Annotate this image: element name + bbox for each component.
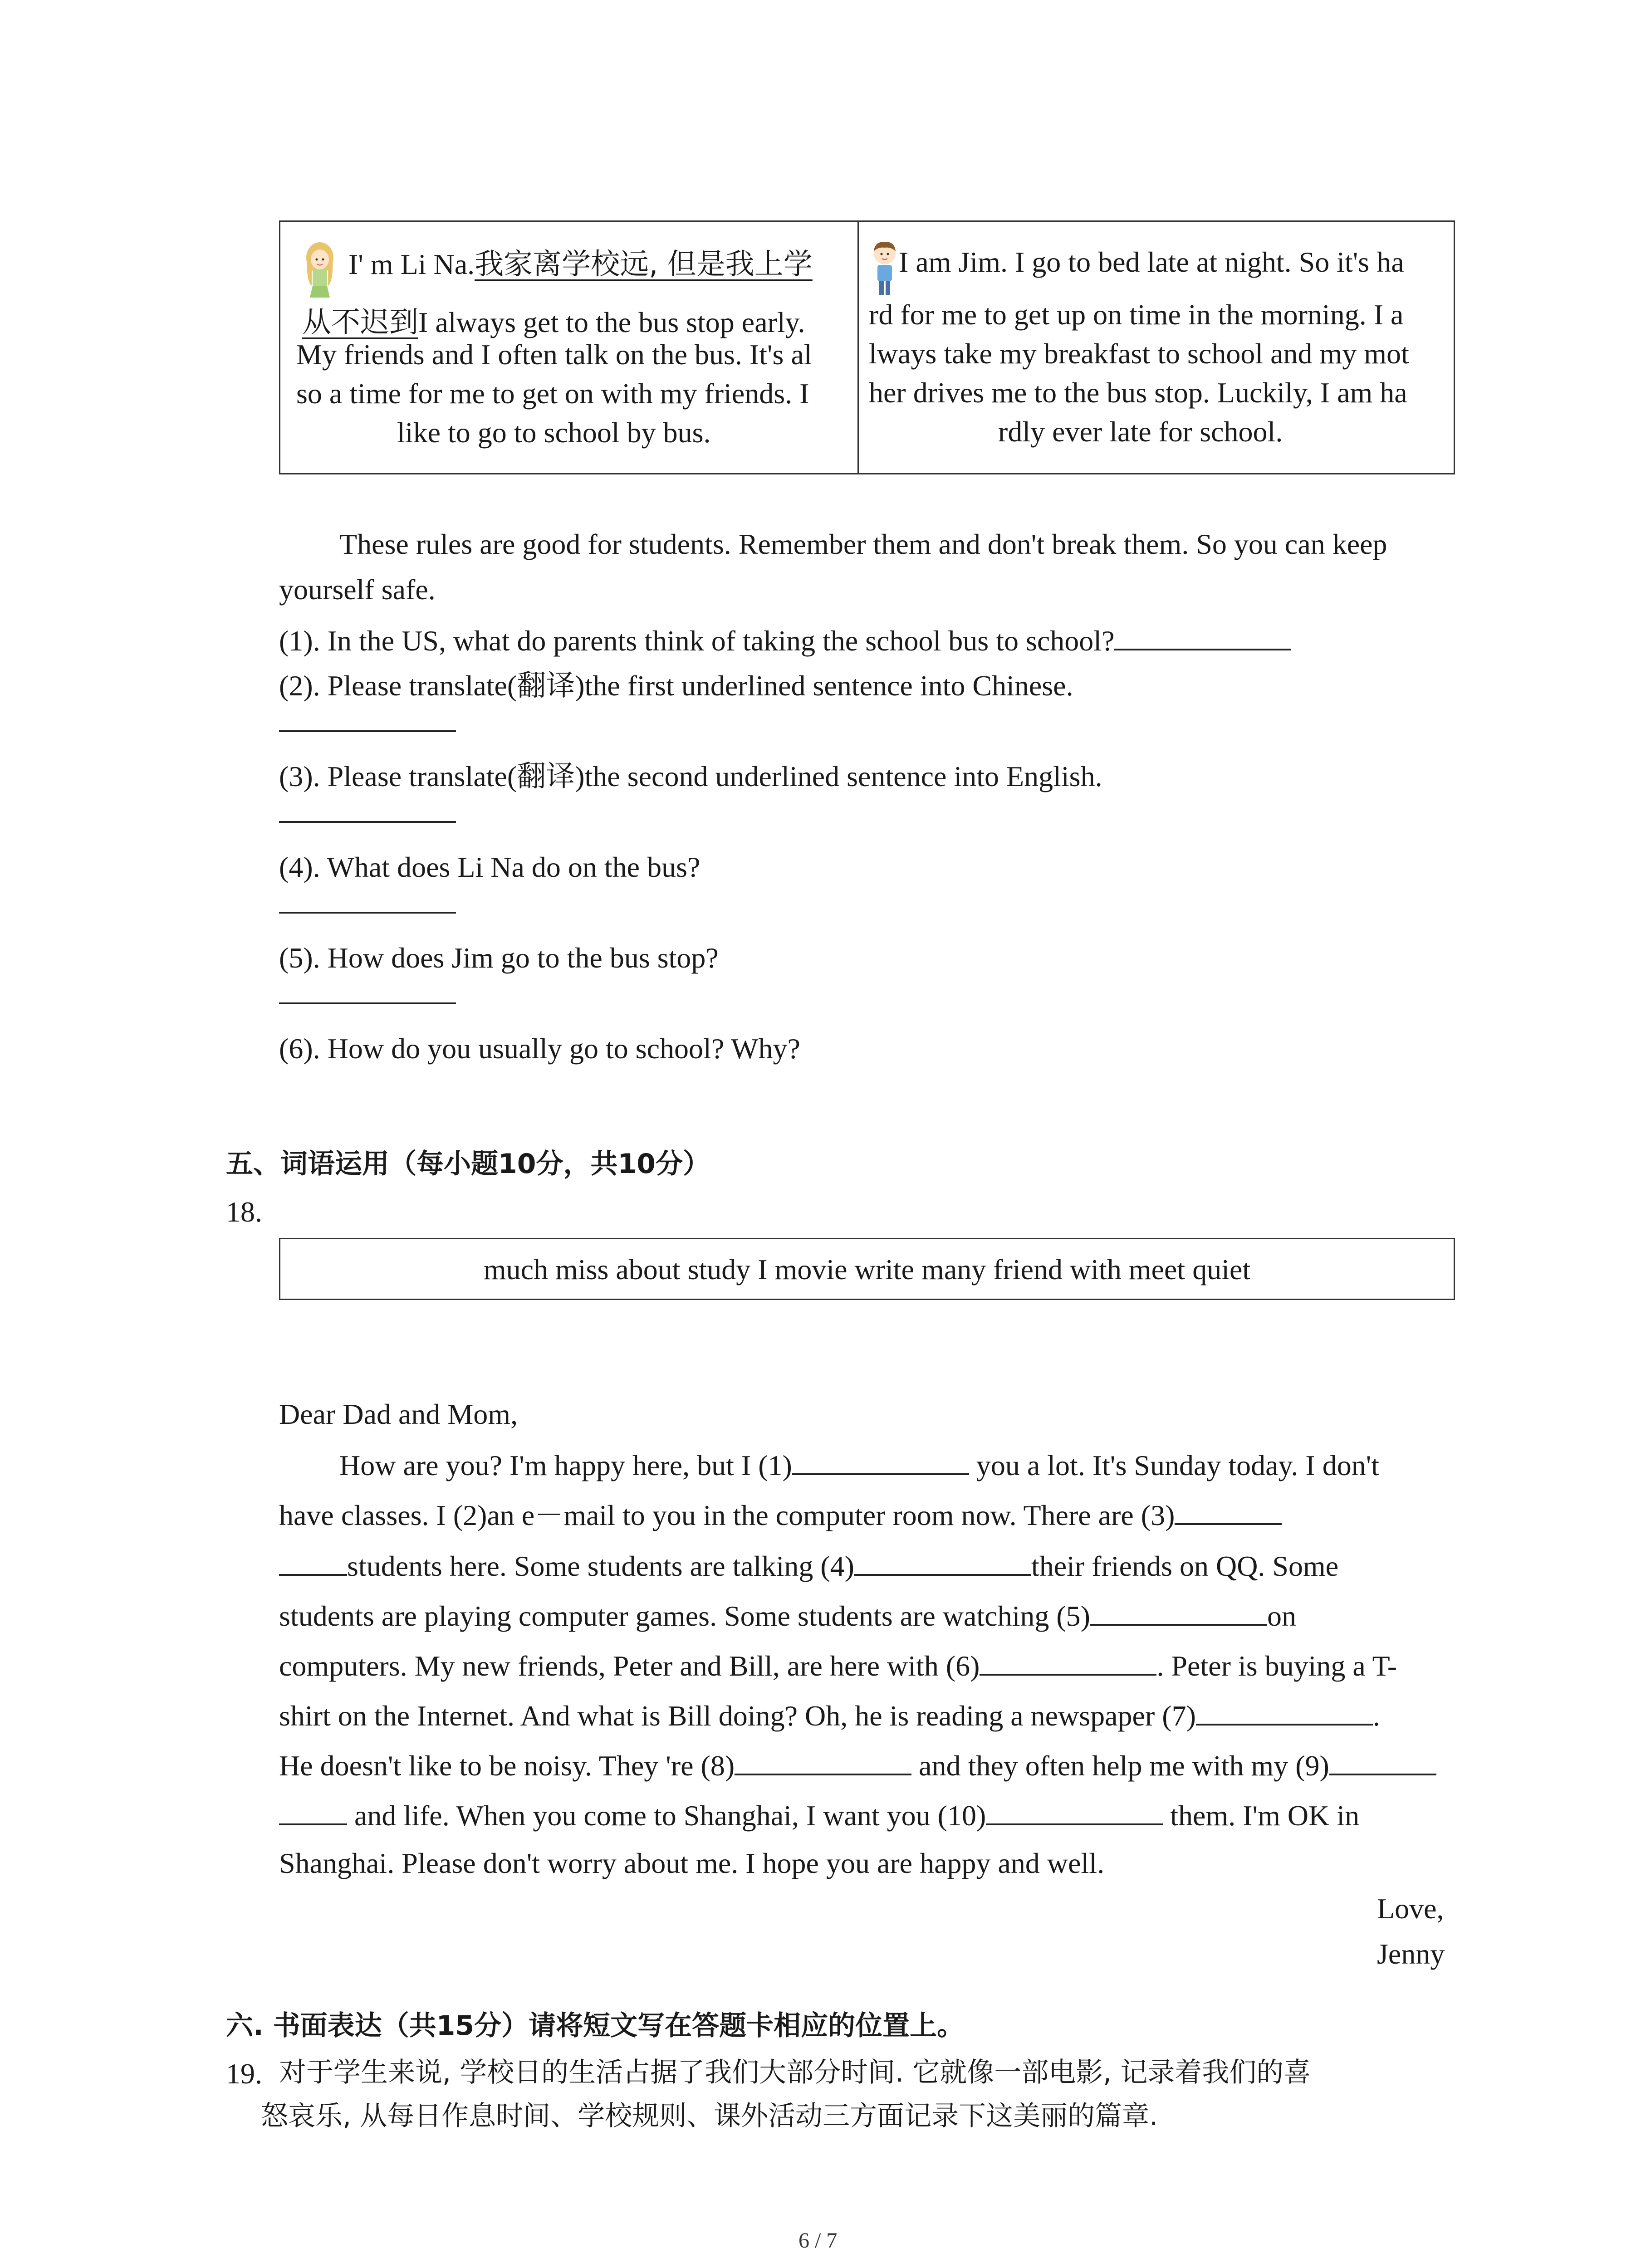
passage-end-line-2: yourself safe. xyxy=(279,573,436,606)
question-3-text-a: (3). Please translate( xyxy=(279,760,517,792)
student-stories-table xyxy=(279,220,1455,474)
question-2 xyxy=(279,668,1073,704)
letter-line-7a: He doesn't like to be noisy. They 're (8) xyxy=(279,1750,735,1782)
blank-9b[interactable] xyxy=(279,1797,347,1825)
blank-1[interactable] xyxy=(792,1447,969,1475)
question-5: (5). How does Jim go to the bus stop? xyxy=(279,942,719,974)
letter-signature: Jenny xyxy=(1377,1938,1445,1970)
letter-line-3-text: students here. Some students are talking (4) xyxy=(347,1550,854,1582)
question-3-cn: 翻译 xyxy=(517,760,575,793)
answer-blank-4[interactable] xyxy=(279,912,456,914)
blank-7[interactable] xyxy=(1196,1697,1373,1725)
jim-line-1: I am Jim. I go to bed late at night. So it's ha xyxy=(899,246,1404,278)
jim-cell xyxy=(859,222,1454,473)
jim-line-4: her drives me to the bus stop. Luckily, I am ha xyxy=(869,376,1407,409)
jim-line-2: rd for me to get up on time in the morning. I a xyxy=(869,298,1404,331)
page-number: 6 / 7 xyxy=(798,2229,838,2253)
letter-line-1a: How are you? I'm happy here, but I (1) xyxy=(339,1449,792,1481)
answer-blank-5[interactable] xyxy=(279,1002,456,1004)
question-3-text-b: )the second underlined sentence into English. xyxy=(575,760,1102,792)
li-na-line-3: My friends and I often talk on the bus. It's al xyxy=(296,338,812,371)
letter-line-4a: students are playing computer games. Some students are watching (5) xyxy=(279,1600,1090,1632)
li-na-line-4: so a time for me to get on with my friends. I xyxy=(296,377,809,410)
blank-5[interactable] xyxy=(1090,1598,1267,1626)
essay-prompt-line-1: 对于学生来说, 学校日的生活占据了我们大部分时间. 它就像一部电影, 记录着我们的喜 xyxy=(279,2057,1311,2088)
question-2-text-b: )the first underlined sentence into Chinese. xyxy=(575,670,1073,702)
passage-end-line-1: These rules are good for students. Remember them and don't break them. So you can keep xyxy=(339,528,1387,560)
letter-line-3 xyxy=(279,1548,1338,1584)
letter-closing: Love, xyxy=(1377,1892,1444,1925)
word-bank: much miss about study I movie write many friend with meet quiet xyxy=(483,1253,1251,1286)
blank-4[interactable] xyxy=(854,1548,1031,1576)
jim-line-3: lways take my breakfast to school and my mot xyxy=(869,337,1409,370)
answer-blank-3[interactable] xyxy=(279,821,456,823)
li-na-text-2: I always get to the bus stop early. xyxy=(418,306,805,338)
letter-line-7b: and they often help me with my (9) xyxy=(911,1750,1329,1782)
letter-line-4 xyxy=(279,1598,1296,1634)
letter-line-5 xyxy=(279,1647,1397,1684)
section-5-heading: 五、词语运用（每小题10分，共10分） xyxy=(226,1148,710,1180)
li-na-intro: I' m Li Na. xyxy=(348,248,475,280)
li-na-line-1 xyxy=(348,241,813,283)
letter-line-1 xyxy=(339,1447,1379,1484)
question-19-number: 19. xyxy=(226,2058,262,2090)
blank-9a[interactable] xyxy=(1329,1747,1436,1775)
girl-avatar-icon xyxy=(302,240,338,299)
letter-line-6 xyxy=(279,1697,1380,1734)
answer-blank-2[interactable] xyxy=(279,730,456,732)
jim-line-5: rdly ever late for school. xyxy=(998,415,1283,448)
li-na-cell xyxy=(280,222,857,473)
essay-prompt-line-2: 怒哀乐, 从每日作息时间、学校规则、课外活动三方面记录下这美丽的篇章. xyxy=(261,2100,1158,2132)
letter-line-2-text: have classes. I (2)an e－mail to you in the computer room now. There are (3) xyxy=(279,1499,1175,1531)
letter-greeting: Dear Dad and Mom, xyxy=(279,1398,518,1430)
question-1-text: (1). In the US, what do parents think of taking the school bus to school? xyxy=(279,625,1115,657)
letter-line-8 xyxy=(279,1797,1359,1834)
letter-line-1b: you a lot. It's Sunday today. I don't xyxy=(969,1449,1379,1481)
answer-blank-1[interactable] xyxy=(1114,622,1291,650)
question-2-text-a: (2). Please translate( xyxy=(279,670,517,702)
question-4: (4). What does Li Na do on the bus? xyxy=(279,851,700,883)
letter-line-5a: computers. My new friends, Peter and Bill, are here with (6) xyxy=(279,1650,980,1682)
underlined-sentence-1a: 我家离学校远, 但是我上学 xyxy=(475,248,813,281)
blank-8[interactable] xyxy=(735,1747,911,1775)
blank-6[interactable] xyxy=(980,1647,1156,1676)
letter-line-6b: . xyxy=(1372,1700,1380,1732)
section-6-heading: 六. 书面表达（共15分）请将短文写在答题卡相应的位置上。 xyxy=(226,2010,965,2042)
letter-line-8b: them. I'm OK in xyxy=(1163,1799,1360,1832)
li-na-line-2 xyxy=(302,299,805,341)
letter-line-2 xyxy=(279,1497,1282,1534)
question-2-cn: 翻译 xyxy=(517,669,575,703)
question-6: (6). How do you usually go to school? Why? xyxy=(279,1032,800,1065)
underlined-sentence-1b: 从不迟到 xyxy=(302,306,418,339)
word-bank-box xyxy=(279,1238,1455,1300)
question-18-number: 18. xyxy=(226,1196,262,1228)
li-na-line-5: like to go to school by bus. xyxy=(397,416,711,449)
blank-3b[interactable] xyxy=(279,1548,347,1576)
letter-line-6a: shirt on the Internet. And what is Bill doing? Oh, he is reading a newspaper (7) xyxy=(279,1700,1196,1732)
letter-line-4b: on xyxy=(1267,1600,1296,1632)
letter-line-9: Shanghai. Please don't worry about me. I hope you are happy and well. xyxy=(279,1847,1105,1879)
question-1 xyxy=(279,622,1291,659)
letter-line-8a: and life. When you come to Shanghai, I want you (10) xyxy=(347,1799,986,1832)
letter-line-5b: . Peter is buying a T- xyxy=(1156,1650,1397,1682)
letter-line-7 xyxy=(279,1747,1436,1784)
blank-10[interactable] xyxy=(986,1797,1163,1825)
question-3 xyxy=(279,758,1102,795)
letter-line-3b: their friends on QQ. Some xyxy=(1031,1550,1339,1582)
blank-3a[interactable] xyxy=(1175,1497,1282,1525)
boy-avatar-icon xyxy=(871,240,898,297)
